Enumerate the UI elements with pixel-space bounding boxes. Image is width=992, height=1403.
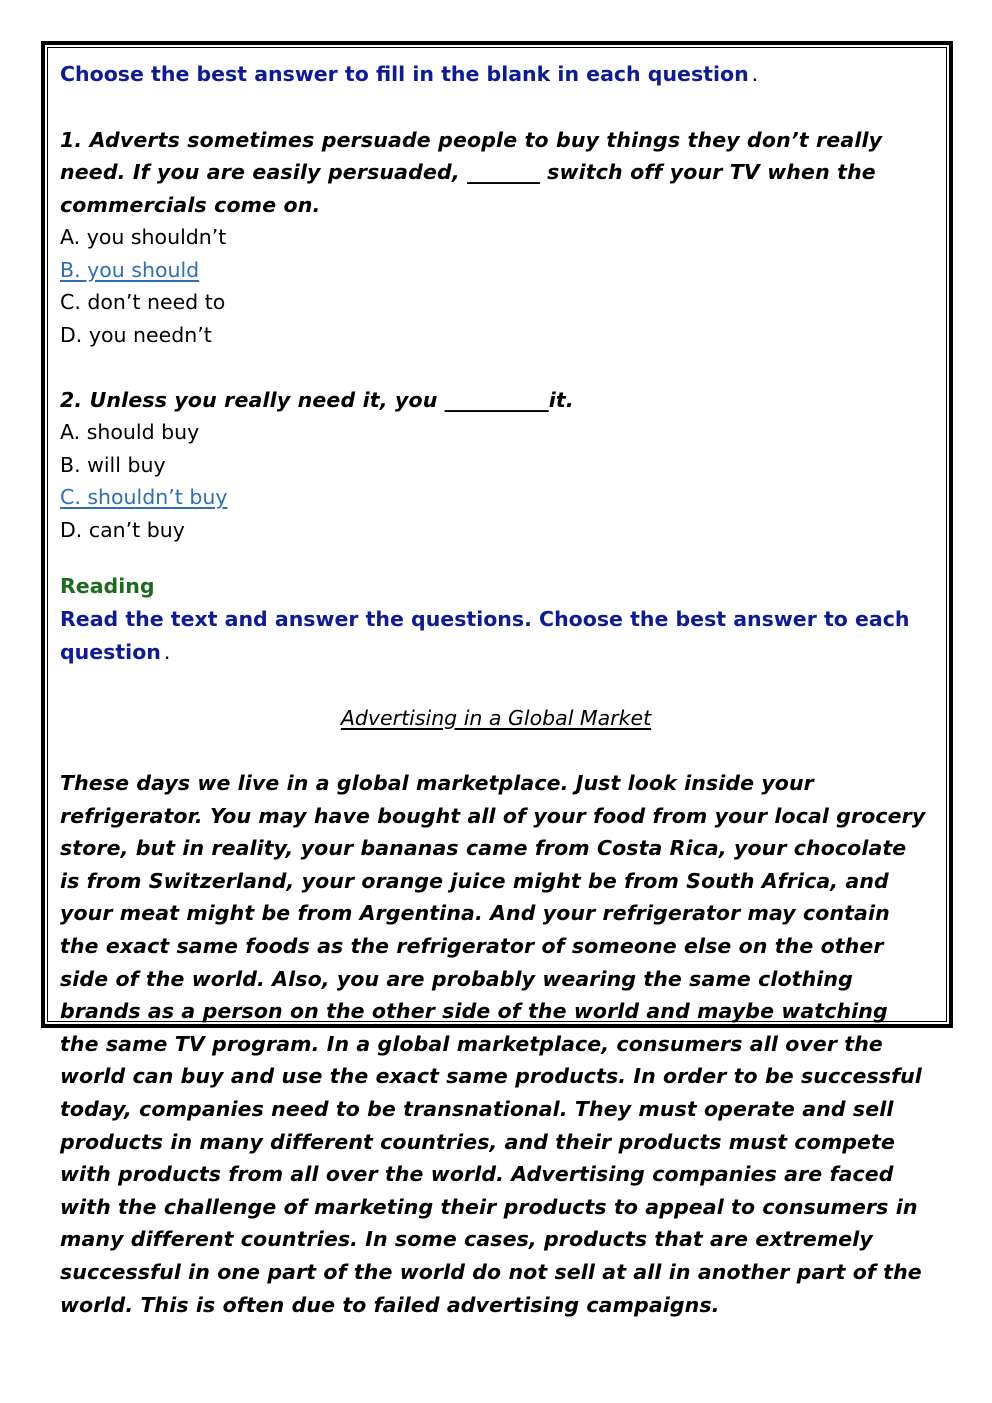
option-c[interactable]: C. don’t need to — [60, 290, 226, 314]
option-d[interactable]: D. can’t buy — [60, 517, 185, 542]
reading-instructions — [60, 603, 932, 669]
question-2 — [60, 384, 932, 547]
worksheet-content — [60, 58, 932, 1321]
option-b-correct[interactable]: B. you should — [60, 257, 200, 282]
grammar-instructions — [60, 58, 932, 91]
question-1 — [60, 124, 932, 352]
reading-passage: These days we live in a global marketplace. Just look inside your refrigerator. You may have bought all of your food from your local grocery store, but in reality, your bananas came from Costa Rica, your chocolate is from Switzerland, your orange juice might be from South Africa, and your meat might be from Argentina. And your refrigerator may contain the exact same foods as the refrigerator of someone else on the other side of the world. Also, you are probably wearing the same clothing brands as a person on the other side of the world and maybe watching the same TV program. In a global marketplace, consumers all over the world can buy and use the exact same products. In order to be successful today, companies need to be transnational. They must operate and sell products in many different countries, and their products must compete with products from all over the world. Advertising companies are faced with the challenge of marketing their products to appeal to consumers in many different countries. In some cases, products that are extremely successful in one part of the world do not sell at all in another part of the world. This is often due to failed advertising campaigns. — [60, 771, 926, 1317]
grammar-instructions-text: Choose the best answer to fill in the blank in each question — [60, 62, 749, 86]
reading-instructions-period: . — [163, 640, 171, 664]
option-c-correct[interactable]: C. shouldn’t buy — [60, 485, 228, 509]
option-d[interactable]: D. you needn’t — [60, 322, 212, 347]
option-b[interactable]: B. will buy — [60, 452, 166, 477]
reading-heading: Reading — [60, 574, 155, 598]
option-a[interactable]: A. you shouldn’t — [60, 225, 227, 249]
passage-title: Advertising in a Global Market — [340, 705, 652, 730]
question-stem: 2. Unless you really need it, you __________it. — [60, 387, 574, 412]
grammar-instructions-period: . — [751, 62, 759, 86]
option-a[interactable]: A. should buy — [60, 420, 200, 444]
reading-instructions-text: Read the text and answer the questions. Choose the best answer to each question — [60, 607, 910, 664]
question-stem: 1. Adverts sometimes persuade people to buy things they don’t really need. If you are easily persuaded, _______ switch off your TV when the commercials come on. — [60, 127, 883, 217]
